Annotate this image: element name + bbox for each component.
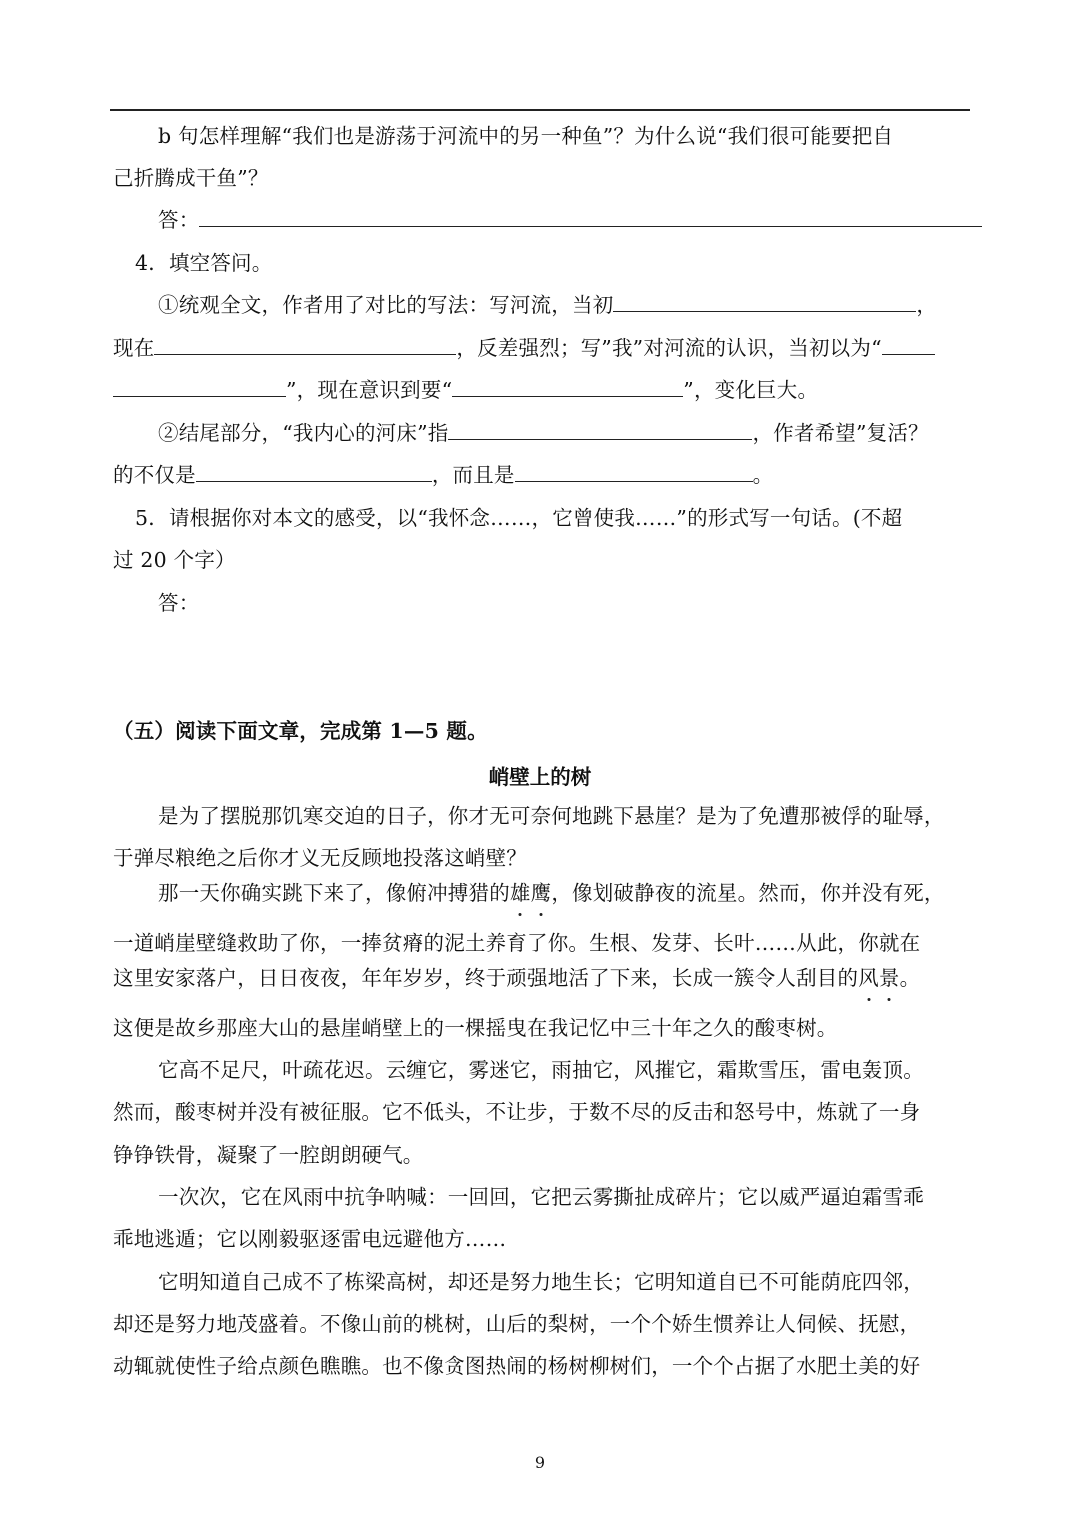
q3b-line1: b 句怎样理解“我们也是游荡于河流中的另一种鱼”？为什么说“我们很可能要把自: [158, 124, 894, 148]
article-line: [113, 964, 973, 992]
article-text: 这里安家落户，日日夜夜，年年岁岁，终于顽强地活了下来，长成一簇令人刮目的: [113, 966, 859, 990]
article-line: 它高不足尺，叶疏花迟。云缠它，雾迷它，雨抽它，风摧它，霜欺雪压，雷电轰顶。: [158, 1058, 924, 1082]
q4-text: ，反差强烈；写”我”对河流的认识，当初以为“: [456, 336, 882, 360]
q4-text: 的不仅是: [113, 463, 196, 487]
dotted-char: 鹰: [530, 881, 552, 905]
article-line: 于弹尽粮绝之后你才义无反顾地投落这峭壁？: [113, 846, 527, 870]
answer-label: 答：: [158, 208, 200, 232]
q4-text: ，而且是: [431, 463, 515, 487]
blank-but-also[interactable]: [515, 461, 753, 482]
dotted-char: 雄: [509, 881, 531, 905]
q4-p1-line1: [158, 291, 1018, 319]
q4-p1-line2: [113, 334, 973, 362]
q4-text: ”，现在意识到要“: [286, 378, 453, 402]
q3b-line2: 己折腾成干鱼”？: [113, 166, 269, 190]
q4-p2-line2: [113, 461, 973, 489]
q4-p1-line3: [113, 376, 973, 404]
q4-text: ①统观全文，作者用了对比的写法：写河流，当初: [158, 293, 614, 317]
article-line: 它明知道自己成不了栋梁高树，却还是努力地生长；它明知道自已不可能荫庇四邻，: [158, 1270, 924, 1294]
q4-text: ②结尾部分，“我内心的河床”指: [158, 421, 449, 445]
article-text: ，像划破静夜的流星。然而，你并没有死，: [551, 881, 945, 905]
article-line: 乖地逃遁；它以刚毅驱逐雷电远避他方……: [113, 1227, 507, 1251]
article-line: [158, 879, 1018, 907]
article-line: 却还是努力地茂盛着。不像山前的桃树，山后的梨树，一个个娇生惯养让人伺候、抚慰，: [113, 1312, 921, 1336]
q4-p2-line1: [158, 419, 1018, 447]
header-rule: [110, 109, 970, 111]
blank-river-before[interactable]: [613, 291, 916, 312]
article-text: 那一天你确实跳下来了，像俯冲搏猎的: [158, 881, 510, 905]
q5-line1: 5．请根据你对本文的感受，以“我怀念……，它曾使我……”的形式写一句话。(不超: [135, 506, 903, 530]
article-line: 然而，酸枣树并没有被征服。它不低头，不让步，于数不尽的反击和怒号中，炼就了一身: [113, 1100, 921, 1124]
article-text: 。: [899, 966, 921, 990]
blank-thought-before-b[interactable]: [113, 376, 286, 397]
section-heading: （五）阅读下面文章，完成第 1—5 题。: [113, 719, 488, 743]
q3b-answer: [158, 206, 1018, 234]
page-number: 9: [534, 1453, 546, 1472]
q4-text: 现在: [113, 336, 155, 360]
q4-text: 。: [752, 463, 774, 487]
q4-text: ，作者希望”复活？: [752, 421, 929, 445]
blank-realize-now[interactable]: [452, 376, 683, 397]
blank-thought-before-a[interactable]: [882, 334, 935, 355]
q4-text: ，: [916, 293, 938, 317]
dotted-char: 景: [878, 966, 900, 990]
answer-blank[interactable]: [199, 206, 982, 227]
article-line: 动辄就使性子给点颜色瞧瞧。也不像贪图热闹的杨树柳树们，一个个占据了水肥土美的好: [113, 1354, 921, 1378]
q4-text: ”，变化巨大。: [683, 378, 819, 402]
article-title: 峭壁上的树: [488, 765, 592, 789]
article-line: 一次次，它在风雨中抗争呐喊：一回回，它把云雾撕扯成碎片；它以威严逼迫霜雪乖: [158, 1185, 924, 1209]
blank-riverbed[interactable]: [448, 419, 752, 440]
dotted-char: 风: [858, 966, 879, 990]
article-line: 铮铮铁骨，凝聚了一腔朗朗硬气。: [113, 1143, 424, 1167]
article-line: 是为了摆脱那饥寒交迫的日子，你才无可奈何地跳下悬崖？是为了免遭那被俘的耻辱，: [158, 804, 945, 828]
blank-not-only[interactable]: [196, 461, 432, 482]
q5-line2: 过 20 个字）: [113, 548, 236, 572]
q5-answer: 答：: [158, 591, 200, 615]
blank-river-now[interactable]: [154, 334, 456, 355]
q4-title: 4．填空答问。: [135, 251, 273, 275]
article-line: 一道峭崖壁缝救助了你，一捧贫瘠的泥土养育了你。生根、发芽、长叶……从此，你就在: [113, 931, 921, 955]
article-line: 这便是故乡那座大山的悬崖峭壁上的一棵摇曳在我记忆中三十年之久的酸枣树。: [113, 1016, 838, 1040]
